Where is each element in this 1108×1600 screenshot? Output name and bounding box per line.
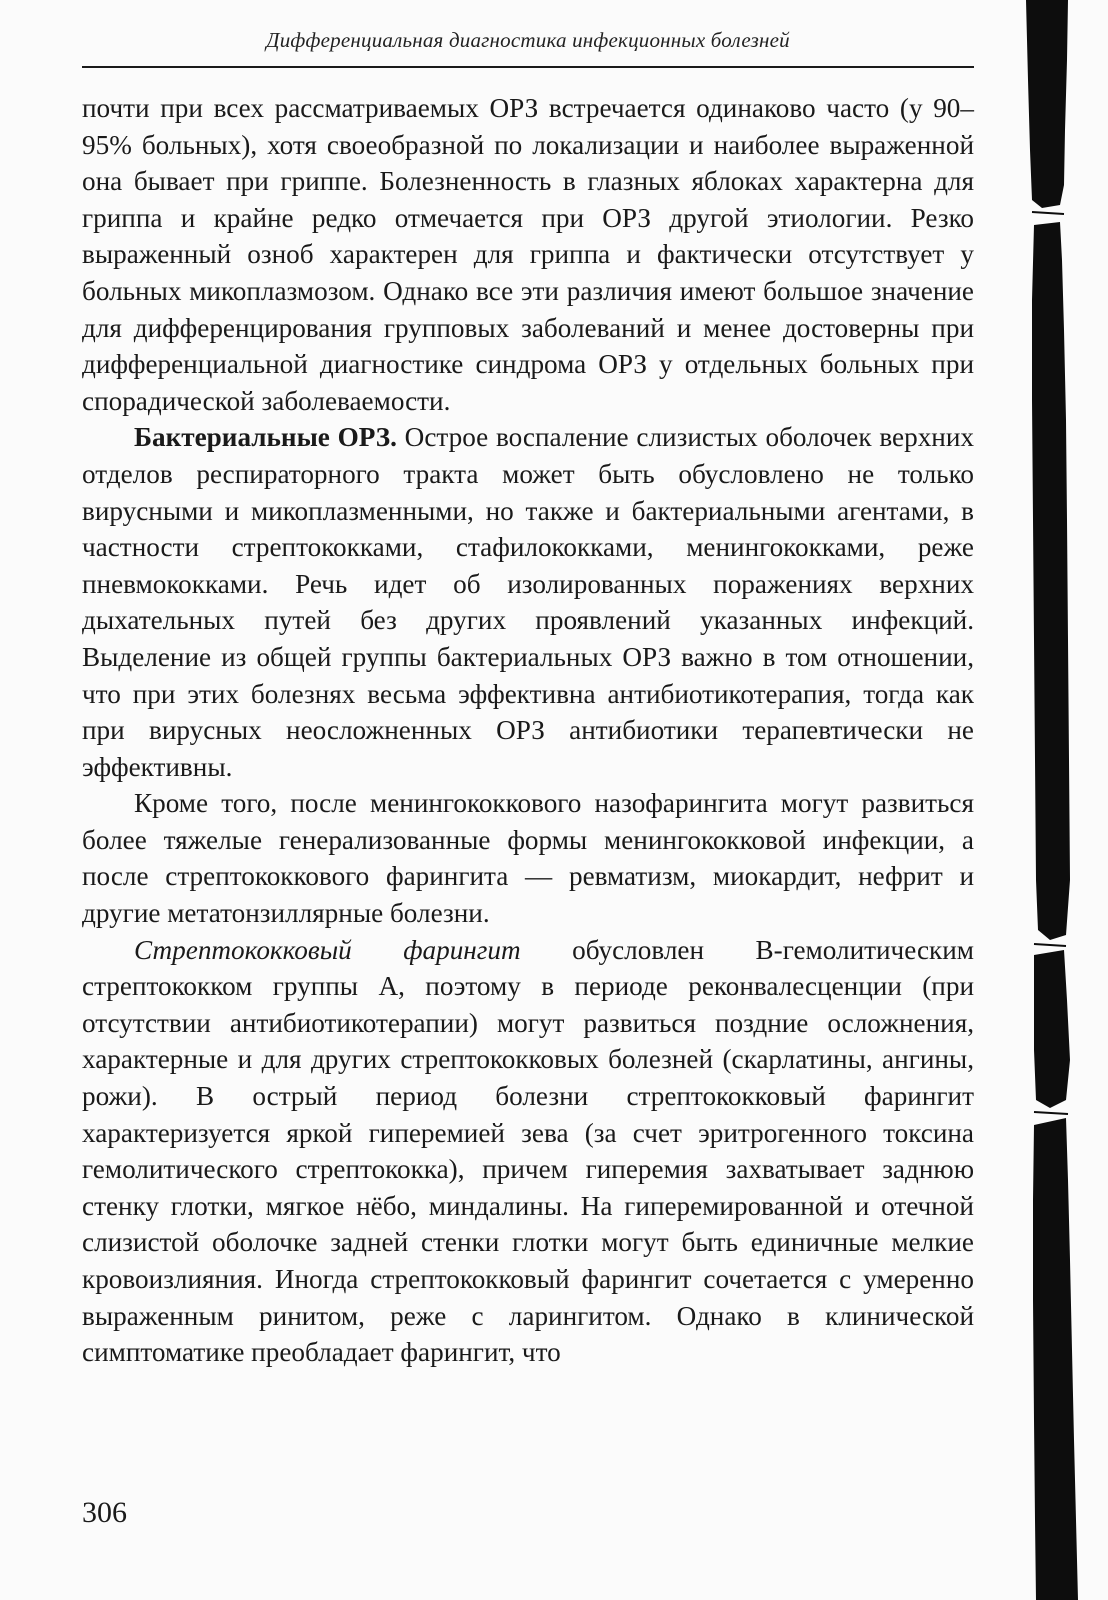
paragraph-2 (82, 419, 974, 785)
paragraph-4-text: обусловлен В-гемолитическим стрептококком группы А, поэтому в периоде реконвалесценции (при отсутствии антибиотикотерапии) могут развиться поздние осложнения, характерные и для других стрептококковых болезней (скарлатины, ангины, рожи). В острый период болезни стрептококковый фарингит характеризуется яркой гиперемией зева (за счет эритрогенного токсина гемолитического стрептококка), причем гиперемия захватывает заднюю стенку глотки, мягкое нёбо, миндалины. На гиперемированной и отечной слизистой оболочке задней стенки глотки могут быть единичные мелкие кровоизлияния. Иногда стрептококковый фарингит сочетается с умеренно выраженным ринитом, реже с ларингитом. Однако в клинической симптоматике преобладает фарингит, что (82, 934, 974, 1368)
paragraph-2-text: Острое воспаление слизистых оболочек верхних отделов респираторного тракта может быть обусловлено не только вирусными и микоплазменными, но также и бактериальными агентами, в частности стрептококками, стафилококками, менингококками, реже пневмококками. Речь идет об изолированных поражениях верхних дыхательных путей без других проявлений указанных инфекций. Выделение из общей группы бактериальных ОРЗ важно в том отношении, что при этих болезнях весьма эффективна антибиотикотерапия, тогда как при вирусных неосложненных ОРЗ антибиотики терапевтически не эффективны. (82, 422, 974, 782)
scan-edge-shadow (1020, 0, 1090, 1600)
body-text (82, 90, 974, 1371)
paragraph-3: Кроме того, после менингококкового назофарингита могут развиться более тяжелые генерализованные формы менингококковой инфекции, а после стрептококкового фарингита — ревматизм, миокардит, нефрит и другие метатонзиллярные болезни. (82, 788, 974, 929)
header-rule (82, 66, 974, 68)
running-header: Дифференциальная диагностика инфекционных болезней (266, 28, 790, 52)
paragraph-1: почти при всех рассматриваемых ОРЗ встречается одинаково часто (у 90–95% больных), хотя своеобразной по локализации и наиболее выраженной она бывает при гриппе. Болезненность в глазных яблоках характерна для гриппа и крайне редко отмечается при ОРЗ другой этиологии. Резко выраженный озноб характерен для гриппа и фактически отсутствует у больных микоплазмозом. Однако все эти различия имеют большое значение для дифференцирования групповых заболеваний и менее достоверны при дифференциальной диагностике синдрома ОРЗ у отдельных больных при спорадической заболеваемости. (82, 93, 974, 416)
paragraph-4 (82, 932, 974, 1371)
paragraph-4-term: Стрептококковый фарингит (134, 934, 521, 965)
page-number: 306 (82, 1496, 127, 1529)
paragraph-2-heading: Бактериальные ОРЗ. (134, 422, 397, 453)
